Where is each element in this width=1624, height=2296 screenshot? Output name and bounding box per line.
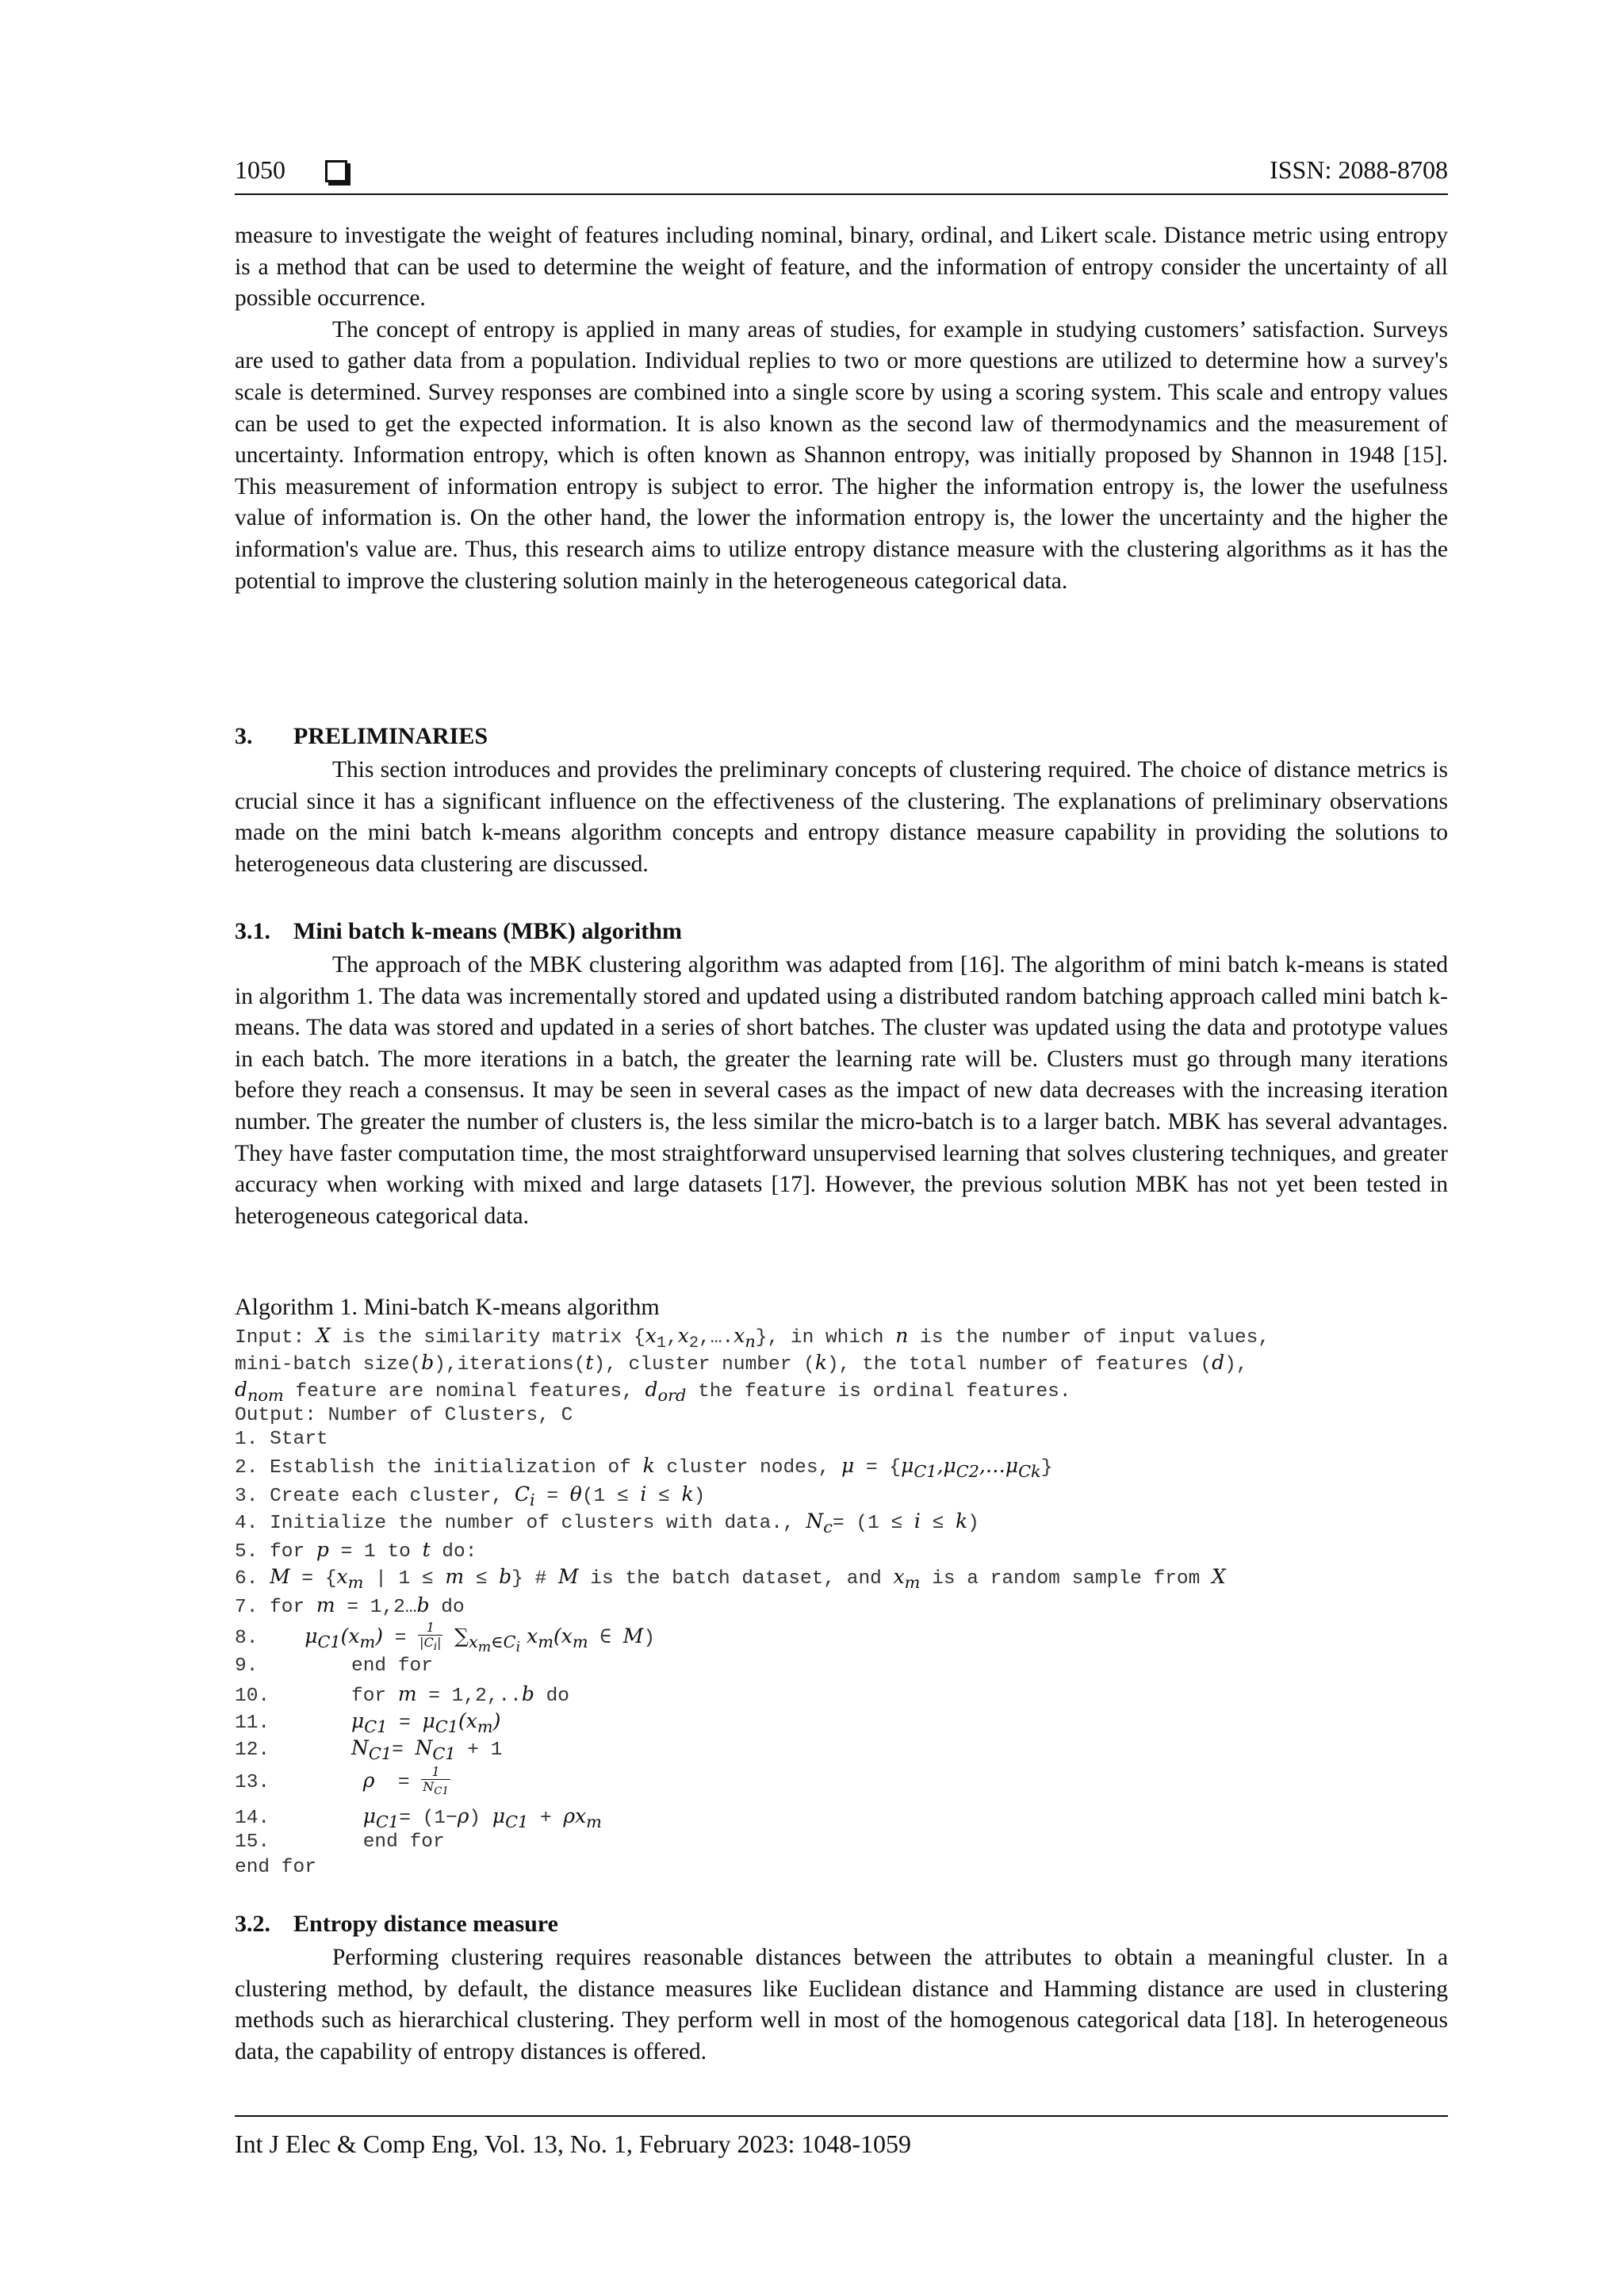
algorithm-input-line-3: $d_{nom}$ feature are nominal features, $d_{ord}$ the feature is ordinal features. <box>235 1378 1071 1405</box>
algorithm-line-1: 1. Start <box>235 1429 328 1450</box>
page-number: 1050 <box>235 155 285 184</box>
algorithm-line-7: 7. for m = 1,2…b do <box>235 1594 465 1618</box>
algorithm-input-line-2: mini-batch size(b),iterations(t), cluster number (k), the total number of features (d), <box>235 1351 1248 1376</box>
intro-paragraph-2: The concept of entropy is applied in many areas of studies, for example in studying customers’ satisfaction. Surveys are used to gather data from a population. Individual replies to two or more questions are utilized to determine how a survey's scale is determined. Survey responses are combined into a single score by using a scoring system. This scale and entropy values can be used to get the expected information. It is also known as the second law of thermodynamics and the measurement of uncertainty. Information entropy, which is often known as Shannon entropy, was initially proposed by Shannon in 1948 [15]. This measurement of information entropy is subject to error. The higher the information entropy is, the lower the usefulness value of information is. On the other hand, the lower the information entropy is, the lower the uncertainty and the higher the information's value are. Thus, this research aims to utilize entropy distance measure with the clustering algorithms as it has the potential to improve the clustering solution mainly in the heterogeneous categorical data. <box>235 316 1448 594</box>
algorithm-line-8: 8. $\mu_{C1}(x_m)$ = $\frac{1}{|C_i|}$ $\sum_{x_m\in C_i}$ $x_m(x_m$ ∈ M) <box>235 1620 656 1656</box>
algorithm-line-11: 11. $\mu_{C1} = \mu_{C1}(x_m)$ <box>235 1709 501 1736</box>
section-3-2-text: Performing clustering requires reasonable distances between the attributes to obtain a meaningful cluster. In a clustering method, by default, the distance measures like Euclidean distance and Hamming distance are used in clustering methods such as hierarchical clustering. They perform well in most of the homogenous categorical data [18]. In heterogeneous data, the capability of entropy distances is offered. <box>235 1945 1448 2064</box>
algorithm-line-14: 14. $\mu_{C1}= (1-\rho) \mu_{C1} + \rho x_m$ <box>235 1804 602 1831</box>
section-3-1-heading: 3.1. Mini batch k-means (MBK) algorithm <box>235 918 682 944</box>
algorithm-output-line: Output: Number of Clusters, C <box>235 1405 573 1426</box>
section-3-2-heading: 3.2. Entropy distance measure <box>235 1911 558 1937</box>
section-3-heading: 3. PRELIMINARIES <box>235 723 488 749</box>
algorithm-line-15: 15. end for <box>235 1831 445 1853</box>
algorithm-input-line-1: Input: X is the similarity matrix $\{x_1,x_2,\dots.x_n\}$, in which n is the number of input values, <box>235 1324 1270 1353</box>
section-3-1-text: The approach of the MBK clustering algorithm was adapted from [16]. The algorithm of mini batch k-means is stated in algorithm 1. The data was incrementally stored and updated using a distributed random batching approach called mini batch k-means. The data was stored and updated in a series of short batches. The cluster was updated using the data and prototype values in each batch. The more iterations in a batch, the greater the learning rate will be. Clusters must go through many iterations before they reach a consensus. It may be seen in several cases as the impact of new data decreases with the increasing iteration number. The greater the number of clusters is, the less similar the micro-batch is to a larger batch. MBK has several advantages. They have faster computation time, the most straightforward unsupervised learning that solves clustering techniques, and greater accuracy when working with mixed and large datasets [17]. However, the previous solution MBK has not yet been tested in heterogeneous categorical data. <box>235 952 1448 1229</box>
algorithm-line-12: 12. $N_{C1}= N_{C1} + 1$ <box>235 1736 503 1763</box>
footer-citation: Int J Elec & Comp Eng, Vol. 13, No. 1, February 2023: 1048-1059 <box>235 2130 911 2158</box>
footer-rule <box>235 2115 1448 2117</box>
algorithm-line-6: 6. $M = \{x_m$ | 1 ≤ m ≤ b} # M is the batch dataset, and $x_m$ is a random sample from X <box>235 1565 1226 1592</box>
algorithm-title: Algorithm 1. Mini-batch K-means algorithm <box>235 1294 660 1320</box>
issn-label: ISSN: 2088-8708 <box>1270 155 1448 184</box>
algorithm-line-end: end for <box>235 1857 316 1878</box>
intro-paragraph-1: measure to investigate the weight of features including nominal, binary, ordinal, and Likert scale. Distance metric using entropy is a method that can be used to determine the weight of feature, and the information of entropy consider the uncertainty of all possible occurrence. <box>235 223 1448 312</box>
square-bullet-icon <box>325 160 347 182</box>
intro-text <box>235 220 1448 597</box>
algorithm-line-3: 3. Create each cluster, $C_i = \theta(1 \le i \le k)$ <box>235 1483 706 1510</box>
algorithm-line-13: 13. ρ = $\frac{1}{N_{C1}}$ <box>235 1764 449 1798</box>
page-header <box>235 155 1448 193</box>
section-3-text: This section introduces and provides the preliminary concepts of clustering required. The choice of distance metrics is crucial since it has a significant influence on the effectiveness of the clustering. The explanations of preliminary observations made on the mini batch k-means algorithm concepts and entropy distance measure capability in providing the solutions to heterogeneous data clustering are discussed. <box>235 757 1448 877</box>
header-rule <box>235 193 1448 195</box>
algorithm-line-9: 9. end for <box>235 1655 433 1677</box>
algorithm-line-4: 4. Initialize the number of clusters with data., $N_c= (1 \le i \le k)$ <box>235 1510 979 1536</box>
algorithm-line-5: 5. for p = 1 to t do: <box>235 1538 477 1563</box>
algorithm-line-10: 10. for m = 1,2,..b do <box>235 1682 570 1707</box>
algorithm-line-2: 2. Establish the initialization of k cluster nodes, $\mu = \{\mu_{C1},\mu_{C2},\dots\mu_{Ck}\}$ <box>235 1454 1053 1481</box>
